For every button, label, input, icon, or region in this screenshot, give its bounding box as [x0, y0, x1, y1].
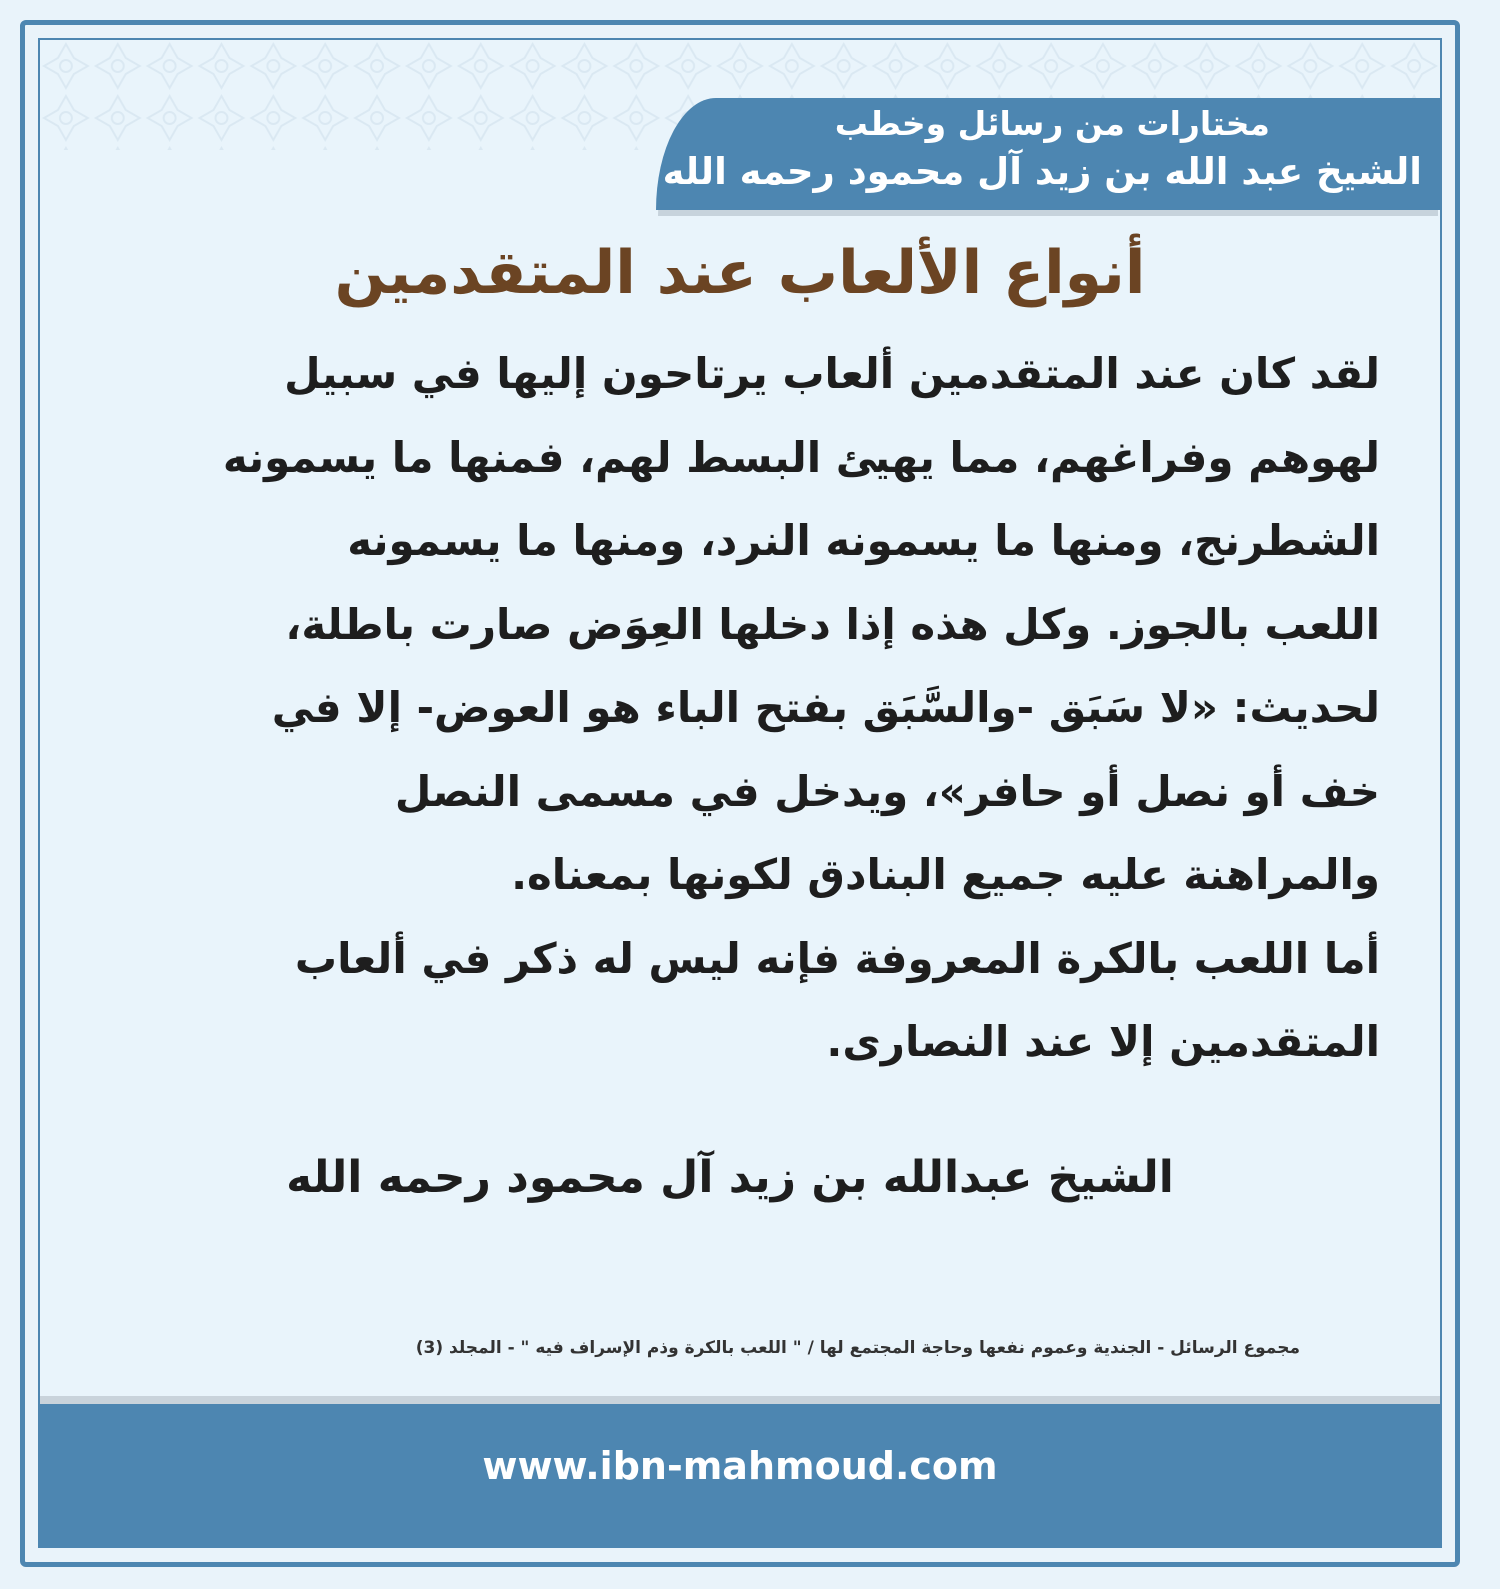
header-banner — [656, 98, 1440, 210]
body-paragraph-2: أما اللعب بالكرة المعروفة فإنه ليس له ذكر في ألعاب المتقدمين إلا عند النصارى. — [294, 933, 1380, 1066]
footer-divider — [40, 1396, 1440, 1404]
footer-bar — [40, 1404, 1440, 1548]
header-subtitle: مختارات من رسائل وخطب — [834, 104, 1270, 143]
page-title: أنواع الألعاب عند المتقدمين — [334, 238, 1146, 308]
website-url: www.ibn-mahmoud.com — [482, 1444, 998, 1488]
content-card — [38, 38, 1442, 1548]
article-body — [218, 332, 1380, 1084]
body-paragraph-1: لقد كان عند المتقدمين ألعاب يرتاحون إليها في سبيل لهوهم وفراغهم، مما يهيئ البسط لهم، فمنها ما يسمونه الشطرنج، ومنها ما يسمونه النرد، ومنها ما يسمونه اللعب بالجوز. وكل هذه إذا دخلها العِوَض صارت باطلة، لحديث: «لا سَبَق -والسَّبَق بفتح الباء هو العوض- إلا في خف أو نصل أو حافر»، ويدخل في مسمى النصل والمراهنة عليه جميع البنادق لكونها بمعناه. — [222, 349, 1380, 899]
header-author: الشيخ عبد الله بن زيد آل محمود رحمه الله — [662, 150, 1422, 193]
source-citation: مجموع الرسائل - الجندية وعموم نفعها وحاجة المجتمع لها / " اللعب بالكرة وذم الإسراف فيه " - المجلد (3) — [415, 1338, 1300, 1358]
author-signature: الشيخ عبدالله بن زيد آل محمود رحمه الله — [286, 1152, 1174, 1203]
